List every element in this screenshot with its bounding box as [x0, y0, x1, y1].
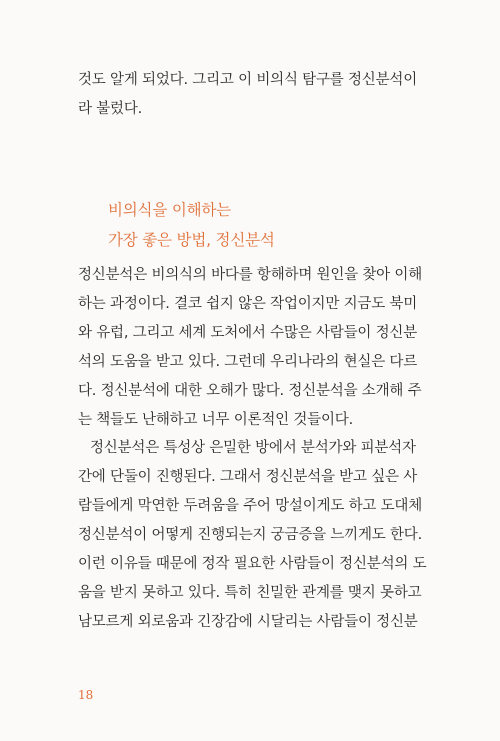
text-line: 정신분석은 비의식의 바다를 항해하며 원인을 찾아 이해 [78, 267, 423, 283]
body-paragraph [78, 261, 430, 637]
section-heading [108, 195, 428, 255]
text-line: 남모르게 외로움과 긴장감에 시달리는 사람들이 정신분 [78, 613, 418, 630]
intro-paragraph [78, 66, 430, 124]
text-line: 간에 단둘이 진행된다. 그래서 정신분석을 받고 싶은 사 [78, 469, 418, 486]
heading-line: 비의식을 이해하는 [108, 201, 231, 219]
text-line: 와 유럽, 그리고 세계 도처에서 수많은 사람들이 정신분 [78, 324, 418, 341]
text-line: 이런 이유들 때문에 정작 필요한 사람들이 정신분석의 도 [78, 556, 427, 573]
text-line: 하는 과정이다. 결코 쉽지 않은 작업이지만 지금도 북미 [78, 295, 418, 312]
text-line: 람들에게 막연한 두려움을 주어 망설이게도 하고 도대체 [78, 498, 423, 515]
text-line: 정신분석이 어떻게 진행되는지 궁금증을 느끼게도 한다. [78, 527, 423, 544]
text-line: 정신분석은 특성상 은밀한 방에서 분석가와 피분석자 [90, 440, 416, 457]
text-line: 다. 정신분석에 대한 오해가 많다. 정신분석을 소개해 주 [78, 382, 422, 399]
text-line: 라 불렀다. [78, 101, 143, 117]
page-number: 18 [78, 688, 94, 702]
heading-line: 가장 좋은 방법, 정신분석 [108, 231, 275, 249]
text-line: 석의 도움을 받고 있다. 그런데 우리나라의 현실은 다르 [78, 353, 418, 370]
text-line: 는 책들도 난해하고 너무 이론적인 것들이다. [78, 411, 353, 428]
text-line: 것도 알게 되었다. 그리고 이 비의식 탐구를 정신분석이 [78, 72, 418, 88]
text-line: 움을 받지 못하고 있다. 특히 친밀한 관계를 맺지 못하고 [78, 584, 422, 601]
